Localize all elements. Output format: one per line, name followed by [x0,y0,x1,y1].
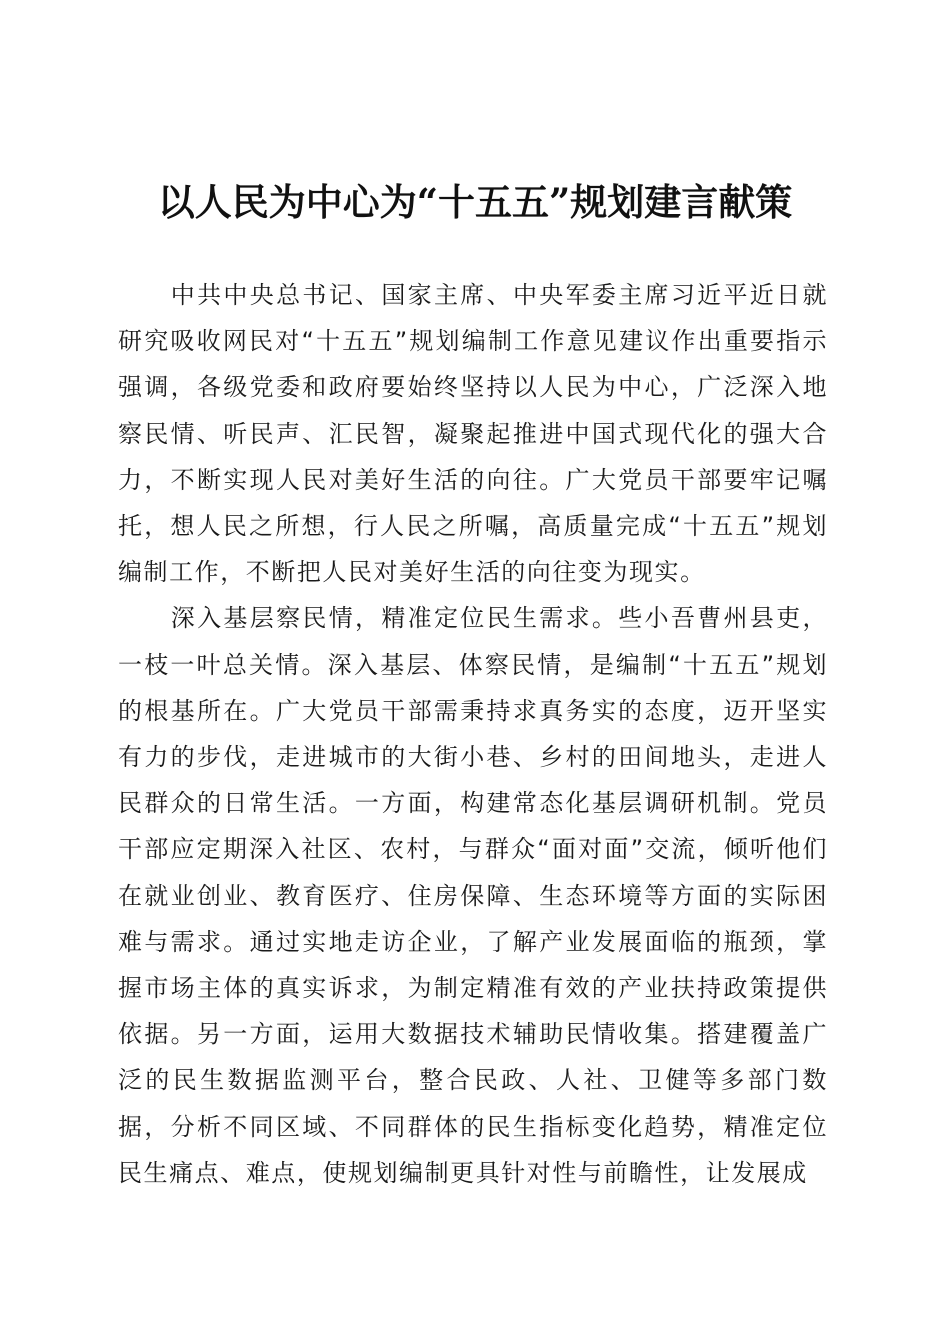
document-title: 以人民为中心为“十五五”规划建言献策 [157,180,793,224]
paragraph-1: 中共中央总书记、国家主席、中央军委主席习近平近日就研究吸收网民对“十五五”规划编制工作意见建议作出重要指示强调，各级党委和政府要始终坚持以人民为中心，广泛深入地察民情、听民声、汇民智，凝聚起推进中国式现代化的强大合力，不断实现人民对美好生活的向往。广大党员干部要牢记嘱托，想人民之所想，行人民之所嘱，高质量完成“十五五”规划编制工作，不断把人民对美好生活的向往变为现实。 [118,281,828,587]
paragraph-2: 深入基层察民情，精准定位民生需求。些小吾曹州县吏，一枝一叶总关情。深入基层、体察民情，是编制“十五五”规划的根基所在。广大党员干部需秉持求真务实的态度，迈开坚实有力的步伐，走进城市的大街小巷、乡村的田间地头，走进人民群众的日常生活。一方面，构建常态化基层调研机制。党员干部应定期深入社区、农村，与群众“面对面”交流，倾听他们在就业创业、教育医疗、住房保障、生态环境等方面的实际困难与需求。通过实地走访企业，了解产业发展面临的瓶颈，掌握市场主体的真实诉求，为制定精准有效的产业扶持政策提供依据。另一方面，运用大数据技术辅助民情收集。搭建覆盖广泛的民生数据监测平台，整合民政、人社、卫健等多部门数据，分析不同区域、不同群体的民生指标变化趋势，精准定位民生痛点、难点，使规划编制更具针对性与前瞻性，让发展成 [118,604,828,1187]
document-body [118,272,828,1196]
